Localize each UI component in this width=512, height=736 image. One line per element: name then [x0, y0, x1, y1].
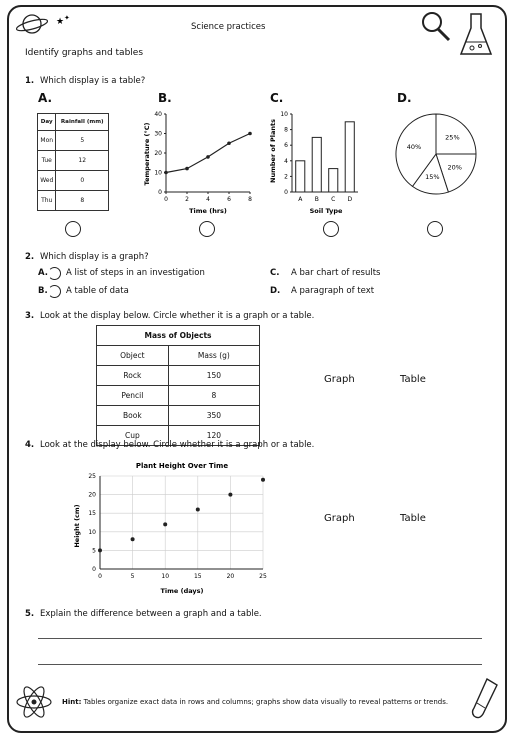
table-row [97, 386, 260, 406]
flask-icon [458, 10, 494, 60]
x-tick-label: 8 [248, 196, 252, 203]
y-tick-label: 4 [284, 157, 288, 165]
q2-option-a-letter: A. [38, 268, 48, 278]
table-cell: 0 [56, 171, 109, 191]
page-title: Science practices [191, 22, 266, 32]
atom-icon [14, 682, 54, 722]
table-row [97, 406, 260, 426]
q1-letter-c: C. [270, 91, 284, 105]
q1-number: 1. [25, 76, 35, 86]
y-tick-label: 10 [154, 169, 162, 177]
table-cell: Mon [38, 131, 56, 151]
y-tick-label: 25 [88, 473, 96, 480]
svg-text:★: ★ [56, 17, 65, 27]
x-axis-label: Soil Type [309, 207, 343, 215]
answer-circle-a[interactable] [65, 221, 81, 237]
table-caption: Mass of Objects [97, 326, 260, 346]
slice-label: 15% [425, 172, 440, 181]
data-point [206, 155, 210, 159]
answer-line[interactable] [38, 664, 482, 665]
q2-option-c-text: A bar chart of results [291, 268, 381, 278]
q2-option-c-letter: C. [270, 268, 280, 278]
q1-letter-d: D. [397, 91, 412, 105]
x-axis-label: Time (days) [160, 587, 204, 595]
table-row [38, 191, 109, 211]
q4-table-choice[interactable]: Table [400, 513, 426, 524]
worksheet-subtitle: Identify graphs and tables [25, 48, 144, 58]
q1-text: Which display is a table? [40, 76, 146, 86]
q3-table-choice[interactable]: Table [400, 374, 426, 385]
q4-text: Look at the display below. Circle whether it is a graph or a table. [40, 440, 315, 450]
x-tick-label: B [314, 196, 319, 203]
table-cell: Thu [38, 191, 56, 211]
table-cell: 8 [56, 191, 109, 211]
temperature-line-chart [140, 106, 258, 216]
data-point [131, 537, 135, 541]
data-point [248, 132, 252, 136]
y-tick-label: 0 [284, 189, 288, 196]
y-tick-label: 10 [88, 528, 96, 536]
q5-text: Explain the difference between a graph and a table. [40, 609, 262, 619]
table-header: Day [38, 114, 56, 131]
y-tick-label: 10 [280, 111, 288, 118]
x-axis-label: Time (hrs) [189, 207, 227, 215]
table-row [38, 171, 109, 191]
hint [62, 698, 448, 706]
table-row [97, 366, 260, 386]
table-cell: Book [97, 406, 169, 426]
q5-number: 5. [25, 609, 35, 619]
slice-label: 40% [406, 142, 422, 151]
pie-chart [394, 112, 478, 196]
table-cell: 120 [168, 426, 259, 446]
answer-circle-d[interactable] [427, 221, 443, 237]
table-cell: Rock [97, 366, 169, 386]
bar [329, 169, 338, 192]
table-cell: 350 [168, 406, 259, 426]
q3-text: Look at the display below. Circle whether it is a graph or a table. [40, 311, 315, 321]
x-tick-label: C [331, 196, 336, 203]
y-axis-label: Height (cm) [73, 504, 81, 548]
data-point [196, 507, 200, 511]
slice-label: 25% [445, 133, 460, 142]
data-point [164, 171, 168, 175]
q3-number: 3. [25, 311, 35, 321]
chart-title: Plant Height Over Time [135, 462, 229, 470]
magnifier-icon [418, 9, 452, 43]
bar [312, 137, 321, 192]
q2-option-a-text: A list of steps in an investigation [66, 268, 205, 278]
q2-option-d-text: A paragraph of text [291, 286, 375, 296]
table-cell: Wed [38, 171, 56, 191]
planet-icon [14, 10, 76, 42]
bar [345, 122, 354, 192]
y-tick-label: 30 [154, 130, 162, 138]
y-axis-label: Number of Plants [269, 119, 277, 183]
data-point [261, 478, 265, 482]
answer-circle-b[interactable] [48, 285, 61, 298]
q1-letter-a: A. [38, 91, 53, 105]
data-point [185, 167, 189, 171]
y-tick-label: 0 [92, 566, 96, 573]
x-tick-label: 20 [226, 573, 235, 580]
y-tick-label: 20 [88, 491, 96, 499]
x-tick-label: 4 [206, 196, 210, 203]
q2-number: 2. [25, 252, 35, 262]
x-tick-label: 0 [98, 573, 102, 580]
table-header: Rainfall (mm) [56, 114, 109, 131]
table-row [38, 131, 109, 151]
table-cell: 12 [56, 151, 109, 171]
table-cell: Cup [97, 426, 169, 446]
y-tick-label: 5 [92, 547, 96, 555]
data-point [227, 141, 231, 145]
q2-option-b-text: A table of data [66, 286, 129, 296]
x-tick-label: 6 [227, 196, 231, 203]
hint-label: Hint: [62, 698, 82, 706]
rainfall-table [37, 113, 109, 211]
q2-option-d-letter: D. [270, 286, 281, 296]
data-point [98, 548, 102, 552]
bar [296, 161, 305, 192]
q4-number: 4. [25, 440, 35, 450]
data-point [228, 493, 232, 497]
x-tick-label: 10 [161, 573, 170, 580]
table-cell: Pencil [97, 386, 169, 406]
answer-circle-c[interactable] [323, 221, 339, 237]
table-cell: 8 [168, 386, 259, 406]
q3-graph-choice[interactable]: Graph [324, 374, 355, 385]
table-header: Mass (g) [168, 346, 259, 366]
mass-table [96, 325, 260, 446]
y-tick-label: 15 [88, 510, 96, 518]
table-header: Object [97, 346, 169, 366]
slice-label: 20% [447, 163, 462, 172]
svg-text:✦: ✦ [64, 14, 70, 22]
plants-bar-chart [266, 106, 366, 216]
x-tick-label: 15 [193, 573, 202, 580]
q4-graph-choice[interactable]: Graph [324, 513, 355, 524]
y-tick-label: 6 [284, 142, 288, 150]
y-axis-label: Temperature (°C) [143, 122, 151, 186]
x-tick-label: 0 [164, 196, 168, 203]
table-cell: 5 [56, 131, 109, 151]
x-tick-label: D [347, 196, 353, 203]
x-tick-label: 2 [185, 196, 189, 203]
x-tick-label: 25 [259, 573, 267, 580]
y-tick-label: 20 [154, 150, 162, 157]
hint-text: Tables organize exact data in rows and columns; graphs show data visually to reveal patterns or trends. [83, 698, 449, 706]
table-row [38, 151, 109, 171]
series-line [166, 134, 250, 173]
plant-height-chart [66, 456, 280, 598]
q1-letter-b: B. [158, 91, 172, 105]
q2-text: Which display is a graph? [40, 252, 149, 262]
x-tick-label: A [298, 196, 303, 203]
q2-option-b-letter: B. [38, 286, 48, 296]
data-point [163, 522, 167, 526]
y-tick-label: 2 [284, 173, 288, 181]
answer-line[interactable] [38, 638, 482, 639]
test-tube-icon [470, 676, 500, 720]
answer-circle-a[interactable] [48, 267, 61, 280]
y-tick-label: 0 [158, 189, 162, 196]
table-cell: Tue [38, 151, 56, 171]
y-tick-label: 40 [154, 111, 162, 118]
answer-circle-b[interactable] [199, 221, 215, 237]
y-tick-label: 8 [284, 126, 288, 134]
x-tick-label: 5 [130, 573, 135, 580]
table-cell: 150 [168, 366, 259, 386]
